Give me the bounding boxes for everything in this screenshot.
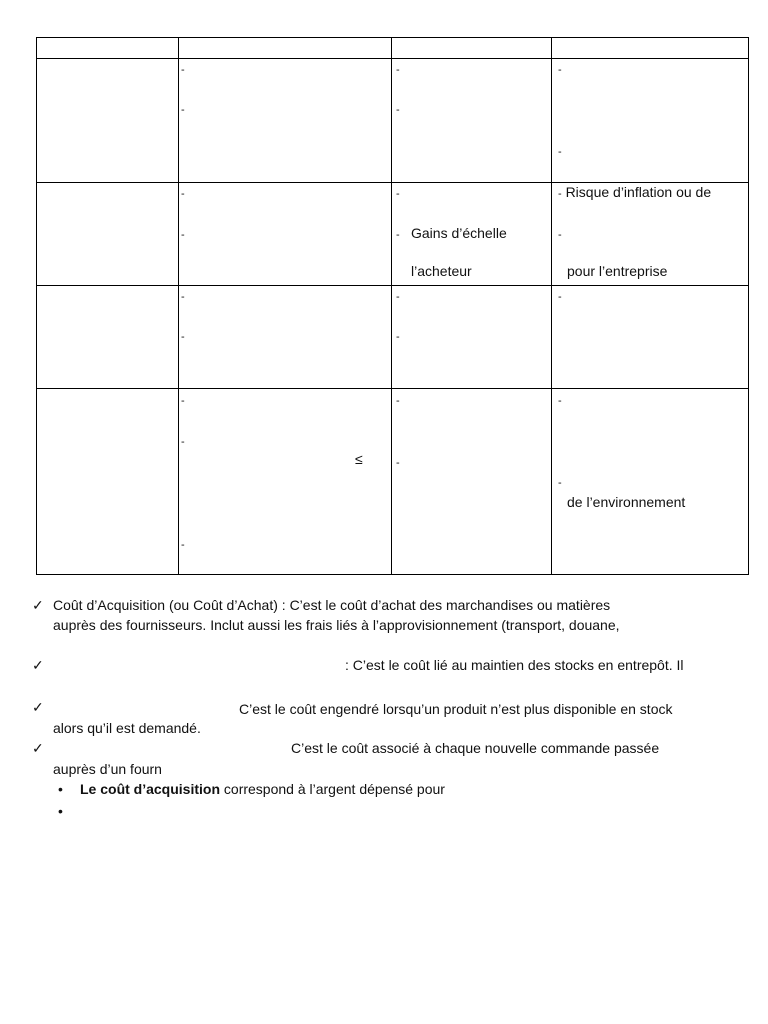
dash: - <box>396 104 400 116</box>
header-cell-4 <box>552 38 749 59</box>
dash: - <box>558 64 562 76</box>
dash: - <box>558 291 562 303</box>
dash: - <box>558 395 562 407</box>
dash: - <box>396 64 400 76</box>
dash: - <box>396 395 400 407</box>
row1-cell-4 <box>552 59 749 183</box>
row2-cell-4 <box>552 183 749 286</box>
table-row-3 <box>37 286 749 389</box>
row4-cell-2 <box>179 389 392 575</box>
dash: - <box>181 539 185 551</box>
dash: - <box>181 64 185 76</box>
bullet-icon: • <box>58 803 63 819</box>
bullet-item-1-text <box>80 779 445 799</box>
bullet-item-1-rest: correspond à l’argent dépensé pour <box>220 781 445 797</box>
row2-cell-3 <box>392 183 552 286</box>
cost-table <box>36 37 749 575</box>
dash: - <box>558 477 562 489</box>
dash: - <box>558 229 562 241</box>
dash: - <box>181 104 185 116</box>
row2-col3-line2: Gains d’échelle <box>411 225 507 241</box>
dash: - <box>181 229 185 241</box>
header-cell-3 <box>392 38 552 59</box>
checkmark-icon: ✓ <box>32 657 44 673</box>
check-item-4-line2: auprès d’un fourn <box>53 761 162 777</box>
dash: - <box>396 291 400 303</box>
dash: - <box>181 331 185 343</box>
row2-cell-2 <box>179 183 392 286</box>
header-cell-2 <box>179 38 392 59</box>
row4-col4-line3: de l’environnement <box>567 494 686 510</box>
dash: - <box>396 188 400 200</box>
row3-cell-2 <box>179 286 392 389</box>
row3-cell-3 <box>392 286 552 389</box>
check-item-1-line1: Coût d’Acquisition (ou Coût d’Achat) : C’est le coût d’achat des marchandises ou matières <box>53 597 611 613</box>
table-row-4 <box>37 389 749 575</box>
dash: - <box>396 229 400 241</box>
dash: - <box>181 436 185 448</box>
checkmark-icon: ✓ <box>32 699 44 715</box>
dash: - <box>181 188 185 200</box>
row3-cell-4 <box>552 286 749 389</box>
row2-label-cell <box>37 183 179 286</box>
row4-cell-3 <box>392 389 552 575</box>
checkmark-icon: ✓ <box>32 597 44 613</box>
row2-col3-line3: l’acheteur <box>411 263 472 279</box>
dash: - <box>181 395 185 407</box>
dash: - <box>396 331 400 343</box>
dash: - <box>396 457 400 469</box>
check-item-4-line1: C’est le coût associé à chaque nouvelle commande passée <box>291 740 660 756</box>
row1-cell-3 <box>392 59 552 183</box>
row3-label-cell <box>37 286 179 389</box>
table-row-2 <box>37 183 749 286</box>
header-cell-1 <box>37 38 179 59</box>
check-item-2-text: : C’est le coût lié au maintien des stocks en entrepôt. Il <box>345 657 684 673</box>
bullet-icon: • <box>58 781 63 797</box>
check-item-1-line2: auprès des fournisseurs. Inclut aussi les frais liés à l’approvisionnement (transport, douane, <box>53 617 620 633</box>
less-equal-symbol: ≤ <box>355 451 363 467</box>
table-row-1 <box>37 59 749 183</box>
check-item-3-line2: alors qu’il est demandé. <box>53 720 201 736</box>
row2-col4-line1: - Risque d’inflation ou de <box>558 184 712 200</box>
bullet-item-1-bold: Le coût d’acquisition <box>80 781 221 797</box>
row2-col4-line3: pour l’entreprise <box>567 263 668 279</box>
row1-label-cell <box>37 59 179 183</box>
dash: - <box>558 146 562 158</box>
row4-cell-4 <box>552 389 749 575</box>
dash: - <box>181 291 185 303</box>
row4-label-cell <box>37 389 179 575</box>
row1-cell-2 <box>179 59 392 183</box>
table-header-row <box>37 38 749 59</box>
check-item-3-line1: C’est le coût engendré lorsqu’un produit n’est plus disponible en stock <box>239 701 673 717</box>
checkmark-icon: ✓ <box>32 740 44 756</box>
